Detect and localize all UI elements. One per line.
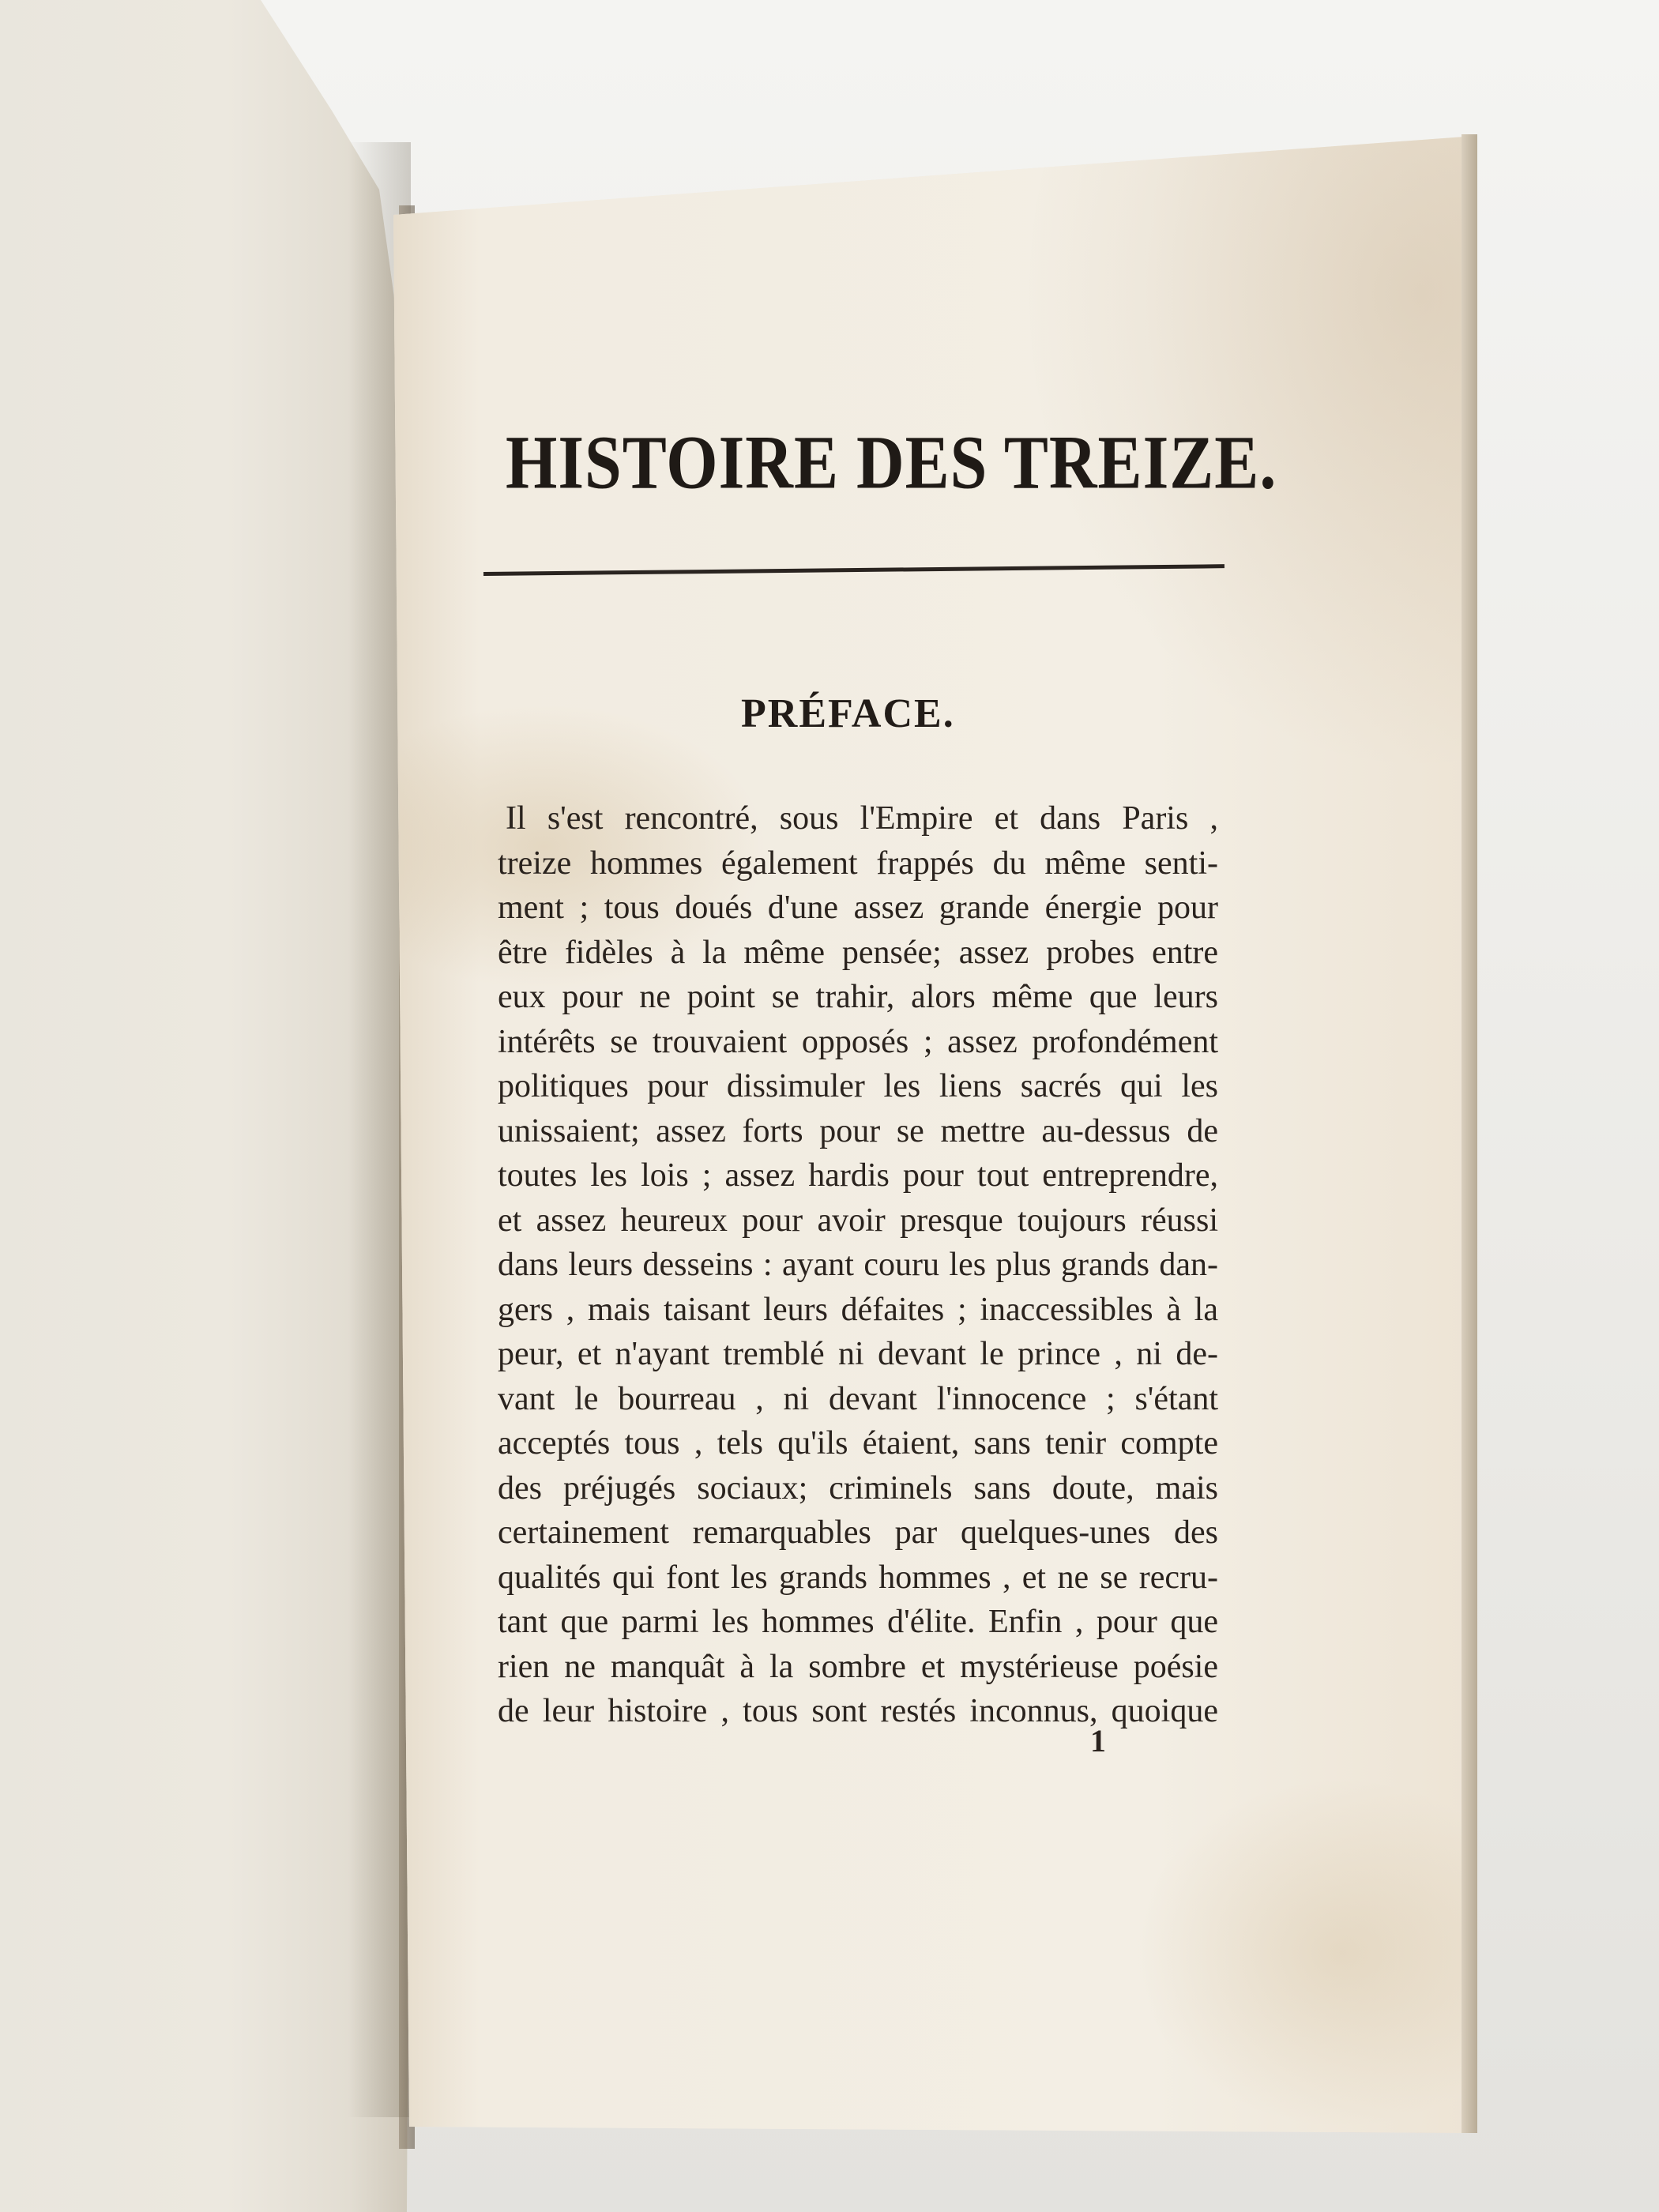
- text-line: vant le bourreau , ni devant l'innocence ; s'étant: [498, 1380, 1218, 1417]
- section-heading: PRÉFACE.: [741, 691, 955, 736]
- text-line: gers , mais taisant leurs défaites ; inaccessibles à la: [498, 1291, 1218, 1328]
- text-line: toutes les lois ; assez hardis pour tout entreprendre,: [498, 1157, 1218, 1194]
- text-line: être fidèles à la même pensée; assez probes entre: [498, 934, 1218, 971]
- text-line: Il s'est rencontré, sous l'Empire et dans Paris ,: [506, 800, 1218, 837]
- text-line: tant que parmi les hommes d'élite. Enfin , pour que: [498, 1604, 1218, 1640]
- body-text: [498, 796, 1218, 1734]
- page-edge: [1462, 134, 1477, 2133]
- text-line: qualités qui font les grands hommes , et ne se recru-: [498, 1559, 1218, 1596]
- text-line: acceptés tous , tels qu'ils étaient, sans tenir compte: [498, 1425, 1218, 1462]
- text-line: treize hommes également frappés du même senti-: [498, 845, 1218, 882]
- text-line: peur, et n'ayant tremblé ni devant le prince , ni de-: [498, 1336, 1218, 1372]
- book-title: HISTOIRE DES TREIZE.: [506, 420, 1277, 506]
- text-line: rien ne manquât à la sombre et mystérieuse poésie: [498, 1648, 1218, 1685]
- text-line: et assez heureux pour avoir presque toujours réussi: [498, 1202, 1218, 1239]
- text-line: de leur histoire , tous sont restés inconnus, quoique: [498, 1693, 1218, 1729]
- left-page-showthrough: [0, 71, 379, 703]
- text-line: dans leurs desseins : ayant couru les plus grands dan-: [498, 1247, 1218, 1283]
- text-line: eux pour ne point se trahir, alors même que leurs: [498, 979, 1218, 1015]
- text-line: des préjugés sociaux; criminels sans doute, mais: [498, 1469, 1218, 1507]
- text-line: unissaient; assez forts pour se mettre au-dessus de: [498, 1112, 1218, 1149]
- text-line: certainement remarquables par quelques-unes des: [498, 1514, 1218, 1551]
- text-line: politiques pour dissimuler les liens sacrés qui les: [498, 1068, 1218, 1104]
- text-line: intérêts se trouvaient opposés ; assez profondément: [498, 1023, 1218, 1060]
- text-line: ment ; tous doués d'une assez grande énergie pour: [498, 890, 1218, 926]
- page-number: 1: [1090, 1723, 1106, 1759]
